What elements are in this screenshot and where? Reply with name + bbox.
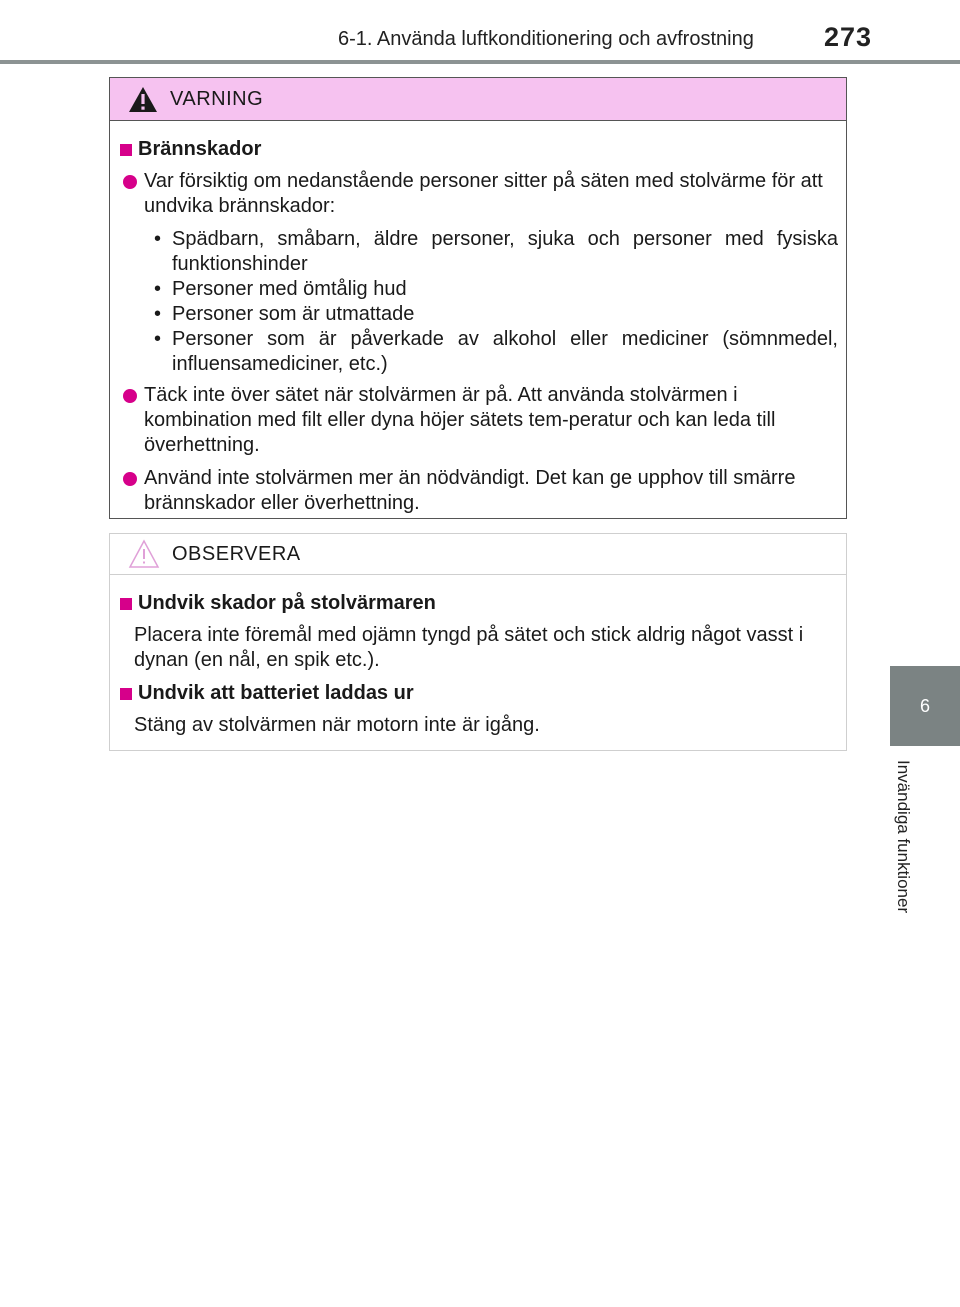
section-title: 6-1. Använda luftkonditionering och avfrostning — [338, 28, 754, 50]
notice-title: OBSERVERA — [172, 542, 301, 565]
page-header — [0, 0, 960, 70]
warning-title: VARNING — [170, 87, 264, 110]
square-bullet-icon — [120, 144, 132, 156]
notice-heading-1 — [120, 591, 838, 616]
warning-item-2-text: Täck inte över sätet när stolvärmen är på. Att använda stolvärmen i kombination med filt eller dyna höjer sätets tem-peratur och kan leda till överhettning. — [144, 384, 776, 456]
warning-heading — [120, 137, 838, 162]
warning-item-3 — [120, 466, 838, 516]
notice-header — [110, 534, 846, 575]
warning-triangle-icon — [128, 86, 158, 113]
square-bullet-icon — [120, 688, 132, 700]
notice-box — [109, 533, 847, 751]
notice-text-2: Stäng av stolvärmen när motorn inte är igång. — [134, 714, 540, 736]
notice-heading-2-text: Undvik att batteriet laddas ur — [138, 682, 414, 704]
round-bullet-icon — [123, 389, 137, 403]
list-item: • Personer med ömtålig hud — [154, 278, 407, 300]
warning-item-1-text: Var försiktig om nedanstående personer sitter på säten med stolvärme för att undvika brännskador: — [144, 170, 823, 217]
warning-body — [110, 121, 846, 516]
warning-bullet-list — [154, 227, 838, 377]
warning-heading-text: Brännskador — [138, 138, 262, 160]
notice-text-1: Placera inte föremål med ojämn tyngd på sätet och stick aldrig något vasst i dynan (en nål, en spik etc.). — [134, 624, 804, 671]
chapter-tab — [890, 666, 960, 746]
warning-item-3-text: Använd inte stolvärmen mer än nödvändigt. Det kan ge upphov till smärre brännskador eller överhettning. — [144, 467, 796, 514]
list-item: • Spädbarn, småbarn, äldre personer, sjuka och personer med fysiska funktionshinder — [154, 228, 838, 275]
notice-heading-2 — [120, 681, 838, 706]
square-bullet-icon — [120, 598, 132, 610]
round-bullet-icon — [123, 175, 137, 189]
warning-header — [110, 78, 846, 121]
header-rule — [0, 60, 960, 64]
chapter-label: Invändiga funktioner — [894, 760, 913, 914]
warning-item-2 — [120, 383, 838, 458]
list-item: • Personer som är påverkade av alkohol eller mediciner (sömnmedel, influensamediciner, etc.) — [154, 328, 838, 375]
list-item: • Personer som är utmattade — [154, 303, 415, 325]
warning-item-1 — [120, 169, 838, 219]
round-bullet-icon — [123, 472, 137, 486]
chapter-number: 6 — [919, 695, 930, 716]
page-number: 273 — [824, 22, 873, 52]
notice-body — [110, 575, 846, 738]
notice-heading-1-text: Undvik skador på stolvärmaren — [138, 592, 436, 614]
caution-triangle-icon — [128, 539, 160, 569]
warning-box — [109, 77, 847, 519]
